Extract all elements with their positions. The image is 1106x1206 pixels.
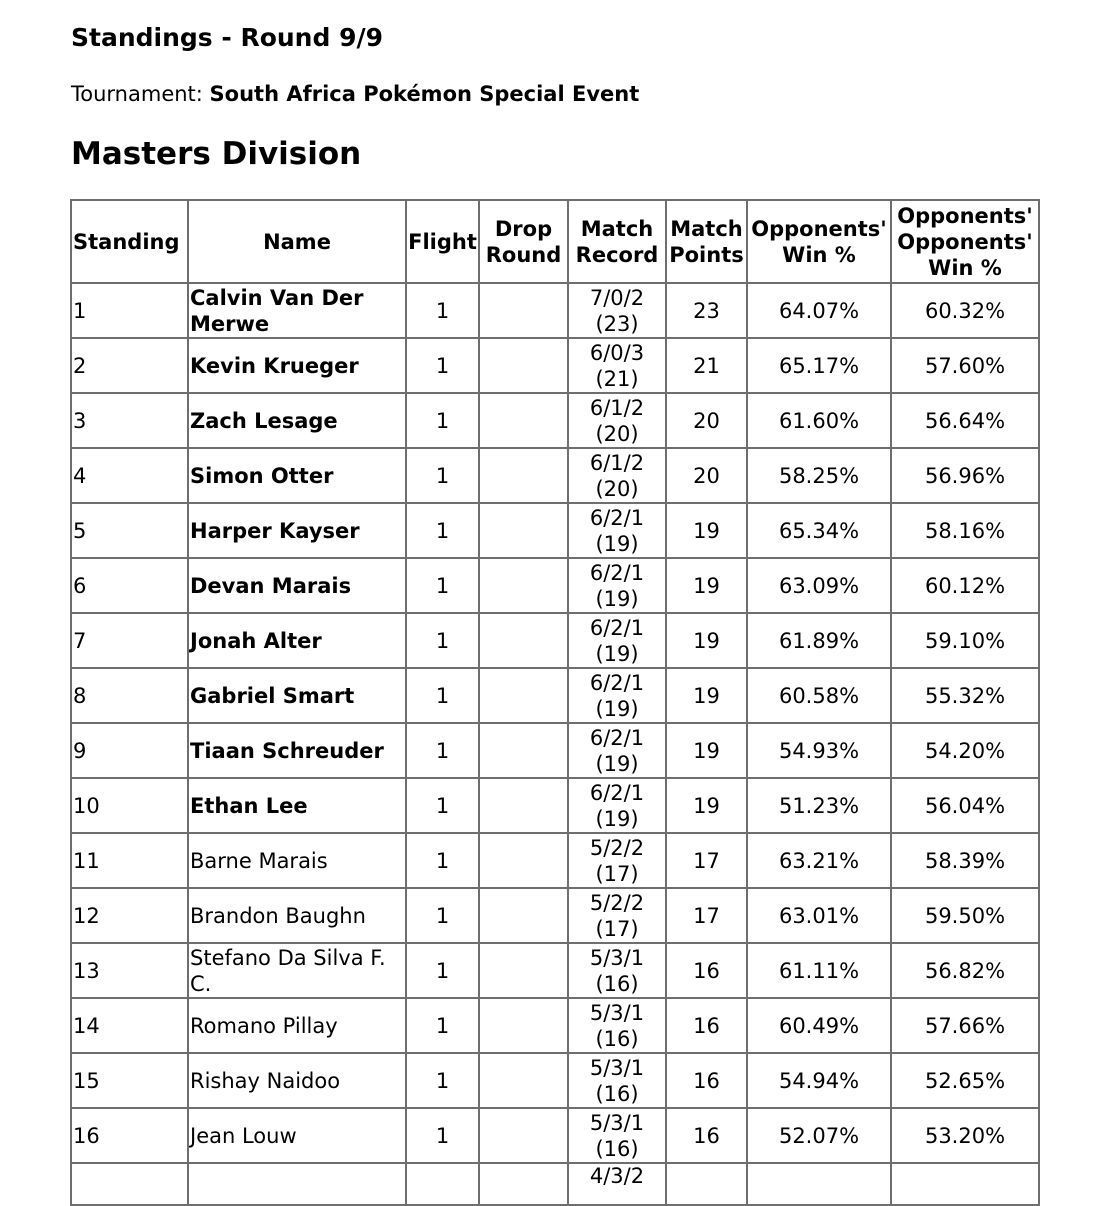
opponents-opponents-win-pct-cell: 55.32% [891,668,1039,723]
match-record-cell [568,1108,666,1163]
standings-header-row [71,200,1039,283]
drop-round-cell [479,778,568,833]
match-record-cell [568,998,666,1053]
opponents-win-pct-cell: 60.49% [747,998,891,1053]
match-points-cell: 16 [666,1053,747,1108]
match-record: 5/3/1 [589,945,645,970]
drop-round-cell [479,613,568,668]
opponents-win-pct-cell: 51.23% [747,778,891,833]
match-record-points: (16) [595,1081,639,1106]
opponents-opponents-win-pct-cell: 59.10% [891,613,1039,668]
division-title: Masters Division [71,136,362,172]
player-name-cell: Kevin Krueger [188,338,406,393]
opponents-win-pct-cell [747,1163,891,1205]
opponents-opponents-win-pct-cell: 56.04% [891,778,1039,833]
standing-cell: 16 [71,1108,188,1163]
standing-cell: 6 [71,558,188,613]
opponents-win-pct-cell: 63.21% [747,833,891,888]
drop-round-cell [479,998,568,1053]
opponents-win-pct-cell: 58.25% [747,448,891,503]
match-record-points: (16) [595,971,639,996]
standing-cell: 8 [71,668,188,723]
opponents-opponents-win-pct-cell: 53.20% [891,1108,1039,1163]
opponents-opponents-win-pct-cell: 54.20% [891,723,1039,778]
standing-cell: 11 [71,833,188,888]
match-record: 5/2/2 [589,835,645,860]
table-row [71,723,1039,778]
player-name-cell: Simon Otter [188,448,406,503]
table-row [71,1053,1039,1108]
match-record-cell [568,613,666,668]
opponents-opponents-win-pct-cell: 57.60% [891,338,1039,393]
match-points-cell: 17 [666,833,747,888]
match-record: 6/1/2 [589,450,645,475]
match-record: 7/0/2 [589,285,645,310]
player-name-cell: Zach Lesage [188,393,406,448]
opponents-opponents-win-pct-cell: 58.16% [891,503,1039,558]
player-name-cell [188,1163,406,1205]
opponents-win-pct-cell: 52.07% [747,1108,891,1163]
match-record-points: (16) [595,1026,639,1051]
match-record-points: (17) [595,916,639,941]
opponents-win-pct-cell: 63.01% [747,888,891,943]
standing-cell: 15 [71,1053,188,1108]
flight-cell: 1 [406,338,479,393]
flight-cell: 1 [406,503,479,558]
standing-cell: 9 [71,723,188,778]
match-record-cell [568,503,666,558]
column-header-record-line: Record [575,242,659,267]
match-record-cell [568,888,666,943]
standing-cell: 4 [71,448,188,503]
flight-cell: 1 [406,668,479,723]
match-record-cell [568,393,666,448]
opponents-opponents-win-pct-cell: 56.82% [891,943,1039,998]
match-record-points: (19) [595,586,639,611]
column-header-owp-line: Opponents' [751,216,887,241]
opponents-opponents-win-pct-cell: 57.66% [891,998,1039,1053]
column-header-drop-line: Drop [494,216,553,241]
flight-cell [406,1163,479,1205]
player-name-cell: Tiaan Schreuder [188,723,406,778]
column-header-oowp-line: Win % [928,255,1002,280]
match-points-cell [666,1163,747,1205]
match-record: 6/2/1 [589,560,645,585]
flight-cell: 1 [406,283,479,338]
table-row [71,283,1039,338]
player-name-cell: Calvin Van Der Merwe [188,283,406,338]
match-points-cell: 19 [666,503,747,558]
match-record-cell [568,283,666,338]
drop-round-cell [479,448,568,503]
opponents-win-pct-cell: 61.60% [747,393,891,448]
standing-cell: 12 [71,888,188,943]
match-record-cell [568,558,666,613]
opponents-opponents-win-pct-cell: 52.65% [891,1053,1039,1108]
drop-round-cell [479,1163,568,1205]
drop-round-cell [479,283,568,338]
match-record-points: (21) [595,366,639,391]
match-record: 6/2/1 [589,670,645,695]
match-record-points: (19) [595,696,639,721]
table-row [71,833,1039,888]
tournament-line [71,80,639,108]
column-header-drop [479,200,568,283]
player-name-cell: Jonah Alter [188,613,406,668]
page-title: Standings - Round 9/9 [71,23,383,52]
match-record-points: (23) [595,311,639,336]
table-row [71,998,1039,1053]
standing-cell: 13 [71,943,188,998]
drop-round-cell [479,668,568,723]
drop-round-cell [479,723,568,778]
standing-cell: 5 [71,503,188,558]
player-name-cell: Brandon Baughn [188,888,406,943]
table-row [71,668,1039,723]
match-points-cell: 19 [666,778,747,833]
table-row [71,778,1039,833]
flight-cell: 1 [406,943,479,998]
match-record: 5/3/1 [589,1000,645,1025]
drop-round-cell [479,558,568,613]
flight-cell: 1 [406,833,479,888]
match-points-cell: 21 [666,338,747,393]
column-header-points [666,200,747,283]
column-header-record [568,200,666,283]
table-row [71,338,1039,393]
match-record-points: (20) [595,421,639,446]
opponents-opponents-win-pct-cell: 59.50% [891,888,1039,943]
match-points-cell: 19 [666,613,747,668]
column-header-flight [406,200,479,283]
drop-round-cell [479,888,568,943]
match-record: 5/2/2 [589,890,645,915]
match-record-cell [568,833,666,888]
column-header-name [188,200,406,283]
opponents-win-pct-cell: 61.89% [747,613,891,668]
match-points-cell: 16 [666,1108,747,1163]
match-points-cell: 16 [666,943,747,998]
table-row [71,393,1039,448]
match-record-points: (17) [595,861,639,886]
match-record-cell [568,943,666,998]
table-row [71,613,1039,668]
match-points-cell: 19 [666,723,747,778]
opponents-opponents-win-pct-cell: 60.32% [891,283,1039,338]
standing-cell: 14 [71,998,188,1053]
match-record: 6/2/1 [589,780,645,805]
opponents-opponents-win-pct-cell: 56.96% [891,448,1039,503]
drop-round-cell [479,833,568,888]
drop-round-cell [479,1108,568,1163]
opponents-win-pct-cell: 54.94% [747,1053,891,1108]
column-header-standing-line: Standing [73,229,180,254]
match-points-cell: 17 [666,888,747,943]
table-row [71,503,1039,558]
column-header-record-line: Match [580,216,654,241]
table-row [71,448,1039,503]
flight-cell: 1 [406,613,479,668]
opponents-opponents-win-pct-cell [891,1163,1039,1205]
flight-cell: 1 [406,448,479,503]
tournament-label: Tournament: [71,82,203,106]
flight-cell: 1 [406,393,479,448]
player-name-cell: Romano Pillay [188,998,406,1053]
player-name-cell: Ethan Lee [188,778,406,833]
player-name-cell: Gabriel Smart [188,668,406,723]
match-record: 6/2/1 [589,505,645,530]
match-points-cell: 20 [666,448,747,503]
match-record: 6/0/3 [589,340,645,365]
match-record: 5/3/1 [589,1055,645,1080]
match-record-points: (20) [595,476,639,501]
match-points-cell: 16 [666,998,747,1053]
opponents-opponents-win-pct-cell: 58.39% [891,833,1039,888]
standing-cell: 10 [71,778,188,833]
column-header-points-line: Match [670,216,743,241]
player-name-cell: Barne Marais [188,833,406,888]
column-header-standing [71,200,188,283]
table-row [71,1163,1039,1205]
opponents-win-pct-cell: 61.11% [747,943,891,998]
column-header-oowp-line: Opponents' [897,229,1033,254]
column-header-owp [747,200,891,283]
drop-round-cell [479,503,568,558]
standings-table [70,199,1040,1206]
match-record: 6/1/2 [589,395,645,420]
column-header-name-line: Name [263,229,331,254]
match-points-cell: 19 [666,668,747,723]
match-record: 5/3/1 [589,1110,645,1135]
player-name-cell: Harper Kayser [188,503,406,558]
flight-cell: 1 [406,778,479,833]
opponents-win-pct-cell: 65.17% [747,338,891,393]
match-record-cell [568,723,666,778]
column-header-oowp [891,200,1039,283]
table-row [71,888,1039,943]
drop-round-cell [479,1053,568,1108]
match-record-points: (19) [595,531,639,556]
opponents-win-pct-cell: 60.58% [747,668,891,723]
standing-cell: 1 [71,283,188,338]
standings-body [71,283,1039,1205]
match-record-cell [568,338,666,393]
flight-cell: 1 [406,1108,479,1163]
table-row [71,1108,1039,1163]
opponents-opponents-win-pct-cell: 56.64% [891,393,1039,448]
opponents-opponents-win-pct-cell: 60.12% [891,558,1039,613]
column-header-oowp-line: Opponents' [897,203,1033,228]
match-record: 4/3/2 [589,1164,645,1188]
match-record-points: (16) [595,1136,639,1161]
column-header-owp-line: Win % [782,242,856,267]
match-points-cell: 20 [666,393,747,448]
player-name-cell: Rishay Naidoo [188,1053,406,1108]
match-points-cell: 23 [666,283,747,338]
match-record-points: (19) [595,806,639,831]
flight-cell: 1 [406,998,479,1053]
match-record: 6/2/1 [589,725,645,750]
player-name-cell: Stefano Da Silva F. C. [188,943,406,998]
opponents-win-pct-cell: 64.07% [747,283,891,338]
flight-cell: 1 [406,723,479,778]
drop-round-cell [479,338,568,393]
flight-cell: 1 [406,888,479,943]
column-header-points-line: Points [669,242,744,267]
table-row [71,943,1039,998]
match-record-cell [568,778,666,833]
standing-cell: 7 [71,613,188,668]
column-header-drop-line: Round [485,242,562,267]
opponents-win-pct-cell: 65.34% [747,503,891,558]
match-record-cell [568,1163,666,1205]
standing-cell [71,1163,188,1205]
match-record-cell [568,1053,666,1108]
match-record-points: (19) [595,641,639,666]
standing-cell: 2 [71,338,188,393]
match-record-cell [568,448,666,503]
flight-cell: 1 [406,1053,479,1108]
drop-round-cell [479,393,568,448]
match-points-cell: 19 [666,558,747,613]
opponents-win-pct-cell: 54.93% [747,723,891,778]
tournament-name: South Africa Pokémon Special Event [209,82,640,106]
table-row [71,558,1039,613]
column-header-flight-line: Flight [408,229,477,254]
player-name-cell: Jean Louw [188,1108,406,1163]
player-name-cell: Devan Marais [188,558,406,613]
flight-cell: 1 [406,558,479,613]
drop-round-cell [479,943,568,998]
match-record-points: (19) [595,751,639,776]
match-record-cell [568,668,666,723]
match-record: 6/2/1 [589,615,645,640]
opponents-win-pct-cell: 63.09% [747,558,891,613]
standing-cell: 3 [71,393,188,448]
